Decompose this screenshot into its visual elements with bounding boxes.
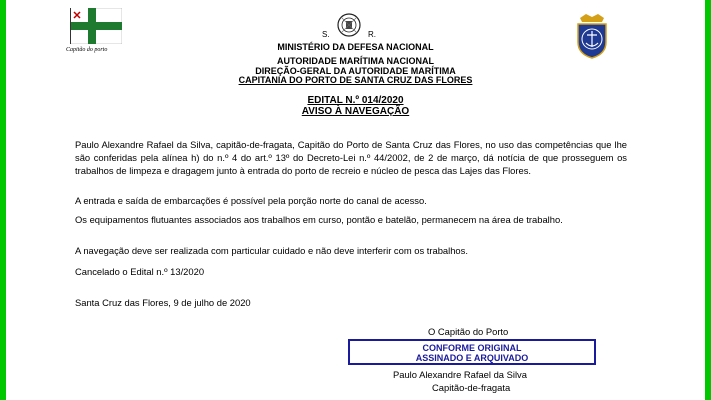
stamp-line-2: ASSINADO E ARQUIVADO (415, 353, 529, 363)
paragraph-caution: A navegação deve ser realizada com particular cuidado e não deve interferir com os trabalhos. (75, 245, 468, 256)
place-date: Santa Cruz das Flores, 9 de julho de 2020 (75, 297, 251, 308)
edital-number: EDITAL N.º 014/2020 (307, 95, 404, 106)
signatory-name: Paulo Alexandre Rafael da Silva (393, 369, 527, 380)
paragraph-intro: Paulo Alexandre Rafael da Silva, capitão-de-fragata, Capitão do Porto de Santa Cruz das Flores, no uso das competências que lhe são conferidas pela alínea h) do n.º 4 do art.º 13º do Decreto-Lei n.º 44/2002, de 2 de março, dá notícia de que prosseguem os trabalhos de limpeza e dragagem junto à entrada do porto de recreio e núcleo de pesca das Lajes das Flores. (75, 139, 627, 176)
national-crest-icon (336, 12, 362, 38)
stamp-line-1: CONFORME ORIGINAL (422, 343, 522, 353)
captain-of-port-flag-icon (70, 8, 122, 44)
conformity-stamp (348, 339, 596, 365)
navy-shield-icon (572, 12, 612, 60)
signatory-rank: Capitão-de-fragata (432, 382, 511, 393)
paragraph-cancelled: Cancelado o Edital n.º 13/2020 (75, 266, 205, 277)
paragraph-equipment: Os equipamentos flutuantes associados aos trabalhos em curso, pontão e batelão, permanecem na área de trabalho. (75, 214, 563, 225)
sr-left: S. (322, 30, 330, 39)
notice-subject: AVISO À NAVEGAÇÃO (301, 106, 410, 117)
paragraph-access: A entrada e saída de embarcações é possível pela porção norte do canal de acesso. (75, 195, 427, 206)
authority-heading: AUTORIDADE MARÍTIMA NACIONAL (277, 56, 434, 66)
directorate-heading: DIREÇÃO-GERAL DA AUTORIDADE MARÍTIMA (255, 66, 456, 76)
flag-caption: Capitão do porto (66, 47, 108, 53)
signature-role: O Capitão do Porto (428, 326, 509, 337)
captaincy-heading: CAPITANIA DO PORTO DE SANTA CRUZ DAS FLORES (238, 75, 473, 85)
sr-right: R. (368, 30, 376, 39)
ministry-heading: MINISTÉRIO DA DEFESA NACIONAL (277, 42, 434, 52)
